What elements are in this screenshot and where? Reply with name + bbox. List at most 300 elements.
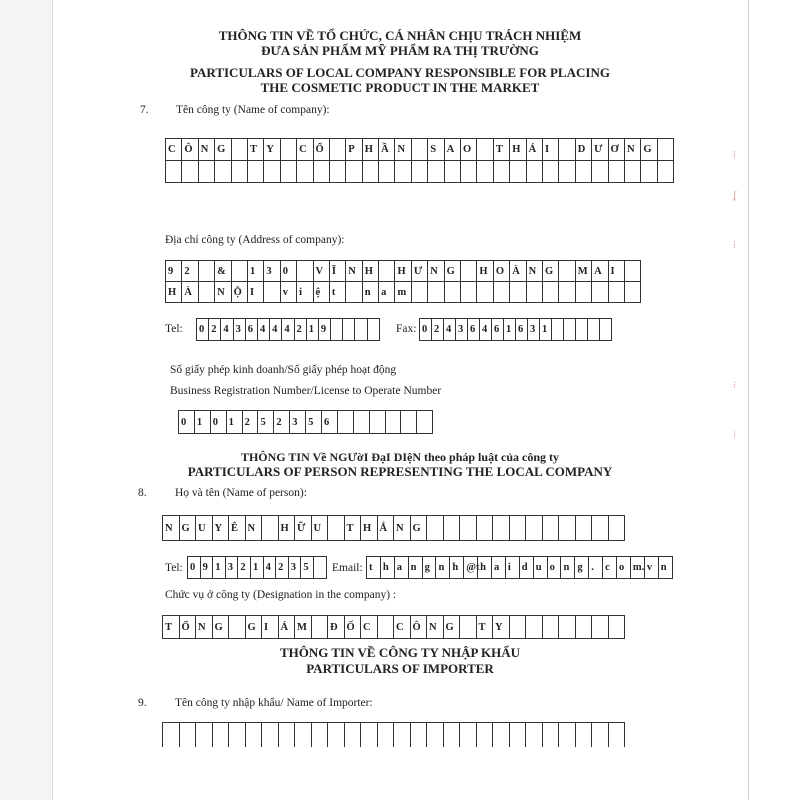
char-box[interactable] [559, 616, 576, 639]
char-box[interactable]: Ô [411, 616, 428, 639]
char-box[interactable]: Ĩ [330, 261, 346, 282]
char-box[interactable]: 2 [276, 557, 289, 579]
char-box[interactable]: 1 [307, 319, 319, 341]
char-box[interactable] [248, 161, 264, 183]
char-box[interactable]: . [589, 557, 603, 579]
char-box[interactable] [526, 616, 543, 639]
char-box[interactable]: G [213, 616, 230, 639]
char-box[interactable] [229, 616, 246, 639]
char-box[interactable]: 1 [504, 319, 516, 341]
char-box[interactable]: 3 [226, 557, 239, 579]
char-box[interactable] [526, 516, 543, 541]
char-box[interactable]: N [428, 261, 444, 282]
char-box[interactable] [378, 723, 395, 747]
char-box[interactable]: 6 [246, 319, 258, 341]
char-box[interactable] [526, 723, 543, 747]
char-box[interactable]: u [534, 557, 548, 579]
char-box[interactable]: i [506, 557, 520, 579]
char-box[interactable]: Á [527, 139, 543, 161]
char-box[interactable]: N [246, 516, 263, 541]
char-box[interactable] [658, 139, 674, 161]
char-box[interactable]: 3 [289, 557, 302, 579]
char-box[interactable]: N [394, 516, 411, 541]
char-box[interactable] [444, 723, 461, 747]
char-box[interactable]: 3 [290, 411, 306, 434]
char-box[interactable]: 4 [264, 557, 277, 579]
char-box[interactable]: Á [279, 616, 296, 639]
char-box[interactable] [314, 557, 327, 579]
char-box[interactable] [346, 282, 362, 303]
char-box[interactable]: 4 [480, 319, 492, 341]
char-box[interactable]: 4 [444, 319, 456, 341]
char-box[interactable] [543, 282, 559, 303]
char-box[interactable] [213, 723, 230, 747]
char-box[interactable] [394, 723, 411, 747]
char-box[interactable]: g [423, 557, 437, 579]
char-box[interactable] [477, 161, 493, 183]
char-box[interactable]: S [428, 139, 444, 161]
char-box[interactable]: Ổ [180, 616, 197, 639]
char-box[interactable]: 0 [188, 557, 201, 579]
char-box[interactable] [527, 282, 543, 303]
char-box[interactable]: Ố [345, 616, 362, 639]
char-box[interactable]: 3 [456, 319, 468, 341]
char-box[interactable] [445, 161, 461, 183]
char-box[interactable] [180, 723, 197, 747]
char-box[interactable] [510, 282, 526, 303]
char-box[interactable]: 2 [243, 411, 259, 434]
char-box[interactable]: H [279, 516, 296, 541]
char-box[interactable] [215, 161, 231, 183]
char-box[interactable] [609, 282, 625, 303]
char-box[interactable]: 3 [264, 261, 280, 282]
char-box[interactable] [576, 282, 592, 303]
char-box[interactable]: G [215, 139, 231, 161]
char-box[interactable]: 4 [221, 319, 233, 341]
char-box[interactable] [354, 411, 370, 434]
char-box[interactable] [297, 161, 313, 183]
char-box[interactable] [609, 516, 626, 541]
char-box[interactable] [460, 516, 477, 541]
char-box[interactable] [658, 161, 674, 183]
char-box[interactable] [312, 616, 329, 639]
char-box[interactable]: h [450, 557, 464, 579]
grid-row [367, 557, 673, 579]
char-box[interactable]: & [215, 261, 231, 282]
char-box[interactable] [361, 723, 378, 747]
char-box[interactable]: Ữ [295, 516, 312, 541]
char-box[interactable] [182, 161, 198, 183]
char-box[interactable]: 2 [209, 319, 221, 341]
char-box[interactable]: v [281, 282, 297, 303]
char-box[interactable]: 6 [322, 411, 338, 434]
char-box[interactable]: @t [464, 557, 478, 579]
char-box[interactable]: T [163, 616, 180, 639]
char-box[interactable]: T [494, 139, 510, 161]
char-box[interactable]: H [477, 261, 493, 282]
char-box[interactable]: Ư [412, 261, 428, 282]
char-box[interactable] [543, 516, 560, 541]
char-box[interactable] [609, 616, 626, 639]
char-box[interactable] [328, 516, 345, 541]
char-box[interactable] [229, 723, 246, 747]
char-box[interactable] [625, 261, 641, 282]
company-tel-field[interactable] [196, 318, 380, 341]
char-box[interactable] [297, 261, 313, 282]
char-box[interactable]: P [346, 139, 362, 161]
char-box[interactable]: G [543, 261, 559, 282]
char-box[interactable]: H [363, 139, 379, 161]
char-box[interactable]: v [645, 557, 659, 579]
char-box[interactable] [295, 723, 312, 747]
char-box[interactable]: 6 [468, 319, 480, 341]
char-box[interactable] [460, 616, 477, 639]
char-box[interactable]: Ư [592, 139, 608, 161]
char-box[interactable] [609, 161, 625, 183]
char-box[interactable] [641, 161, 657, 183]
company-name-field[interactable] [165, 138, 674, 183]
char-box[interactable] [477, 723, 494, 747]
char-box[interactable]: Y [264, 139, 280, 161]
char-box[interactable] [543, 723, 560, 747]
char-box[interactable] [559, 139, 575, 161]
char-box[interactable] [163, 723, 180, 747]
grid-row [166, 139, 674, 161]
char-box[interactable]: n [436, 557, 450, 579]
char-box[interactable]: t [367, 557, 381, 579]
char-box[interactable]: 0 [197, 319, 209, 341]
char-box[interactable]: 9 [201, 557, 214, 579]
char-box[interactable] [338, 411, 354, 434]
char-box[interactable]: O [461, 139, 477, 161]
char-box[interactable]: 1 [248, 261, 264, 282]
char-box[interactable] [576, 516, 593, 541]
char-box[interactable] [592, 723, 609, 747]
char-box[interactable]: 5 [301, 557, 314, 579]
char-box[interactable] [576, 161, 592, 183]
char-box[interactable] [328, 723, 345, 747]
char-box[interactable] [370, 411, 386, 434]
char-box[interactable] [559, 161, 575, 183]
char-box[interactable] [559, 516, 576, 541]
char-box[interactable]: N [395, 139, 411, 161]
char-box[interactable] [592, 282, 608, 303]
char-box[interactable]: Ơ [609, 139, 625, 161]
char-box[interactable] [417, 411, 433, 434]
char-box[interactable] [199, 161, 215, 183]
char-box[interactable]: 5 [306, 411, 322, 434]
char-box[interactable] [494, 282, 510, 303]
char-box[interactable] [412, 139, 428, 161]
char-box[interactable] [588, 319, 600, 341]
char-box[interactable]: T [248, 139, 264, 161]
char-box[interactable]: H [363, 261, 379, 282]
char-box[interactable]: G [445, 261, 461, 282]
license-label-en: Business Registration Number/License to Operate Number [170, 385, 442, 397]
char-box[interactable]: 0 [179, 411, 195, 434]
char-box[interactable]: Đ [328, 616, 345, 639]
char-box[interactable]: I [543, 139, 559, 161]
char-box[interactable] [331, 319, 343, 341]
char-box[interactable] [494, 161, 510, 183]
char-box[interactable] [576, 616, 593, 639]
char-box[interactable]: C [166, 139, 182, 161]
char-box[interactable] [559, 282, 575, 303]
char-box[interactable]: 4 [258, 319, 270, 341]
char-box[interactable] [232, 261, 248, 282]
importer-name-field[interactable] [162, 722, 625, 747]
char-box[interactable]: t [330, 282, 346, 303]
char-box[interactable] [477, 282, 493, 303]
char-box[interactable]: 2 [295, 319, 307, 341]
char-box[interactable]: N [427, 616, 444, 639]
char-box[interactable]: Ầ [379, 139, 395, 161]
char-box[interactable]: V [314, 261, 330, 282]
char-box[interactable]: H [361, 516, 378, 541]
char-box[interactable]: H [166, 282, 182, 303]
char-box[interactable]: H [395, 261, 411, 282]
char-box[interactable] [576, 723, 593, 747]
char-box[interactable] [330, 139, 346, 161]
char-box[interactable]: 1 [227, 411, 243, 434]
char-box[interactable] [510, 723, 527, 747]
char-box[interactable]: À [182, 282, 198, 303]
char-box[interactable] [355, 319, 367, 341]
char-box[interactable]: 2 [182, 261, 198, 282]
char-box[interactable]: 2 [432, 319, 444, 341]
char-box[interactable]: 0 [211, 411, 227, 434]
char-box[interactable]: G [180, 516, 197, 541]
char-box[interactable]: Y [493, 616, 510, 639]
char-box[interactable] [232, 139, 248, 161]
char-box[interactable] [264, 282, 280, 303]
char-box[interactable] [412, 282, 428, 303]
char-box[interactable] [559, 261, 575, 282]
char-box[interactable]: G [444, 616, 461, 639]
char-box[interactable] [510, 516, 527, 541]
char-box[interactable] [379, 161, 395, 183]
char-box[interactable] [262, 723, 279, 747]
char-box[interactable]: D [576, 139, 592, 161]
char-box[interactable]: T [477, 616, 494, 639]
char-box[interactable]: G [411, 516, 428, 541]
char-box[interactable]: d [520, 557, 534, 579]
char-box[interactable] [411, 723, 428, 747]
char-box[interactable] [378, 616, 395, 639]
char-box[interactable] [477, 139, 493, 161]
char-box[interactable]: n [409, 557, 423, 579]
char-box[interactable]: A [445, 139, 461, 161]
char-box[interactable]: À [510, 261, 526, 282]
char-box[interactable] [625, 161, 641, 183]
char-box[interactable] [600, 319, 612, 341]
char-box[interactable]: G [246, 616, 263, 639]
char-box[interactable]: 1 [213, 557, 226, 579]
char-box[interactable] [428, 282, 444, 303]
char-box[interactable] [412, 161, 428, 183]
char-box[interactable] [510, 616, 527, 639]
company-fax-field[interactable] [419, 318, 612, 341]
char-box[interactable]: 0 [420, 319, 432, 341]
char-box[interactable]: O [494, 261, 510, 282]
char-box[interactable]: ệ [314, 282, 330, 303]
char-box[interactable] [592, 161, 608, 183]
char-box[interactable]: g [575, 557, 589, 579]
char-box[interactable]: M [576, 261, 592, 282]
char-box[interactable]: 3 [528, 319, 540, 341]
char-box[interactable]: 9 [319, 319, 331, 341]
char-box[interactable]: C [297, 139, 313, 161]
char-box[interactable]: 1 [251, 557, 264, 579]
char-box[interactable]: 9 [166, 261, 182, 282]
char-box[interactable] [527, 161, 543, 183]
char-box[interactable] [444, 516, 461, 541]
char-box[interactable]: C [394, 616, 411, 639]
char-box[interactable]: a [492, 557, 506, 579]
char-box[interactable]: Y [213, 516, 230, 541]
char-box[interactable] [232, 161, 248, 183]
char-box[interactable] [592, 616, 609, 639]
char-box[interactable] [510, 161, 526, 183]
char-box[interactable]: T [345, 516, 362, 541]
char-box[interactable] [576, 319, 588, 341]
char-box[interactable]: o [617, 557, 631, 579]
char-box[interactable]: 4 [270, 319, 282, 341]
char-box[interactable]: 2 [238, 557, 251, 579]
char-box[interactable] [543, 161, 559, 183]
char-box[interactable] [330, 161, 346, 183]
char-box[interactable] [363, 161, 379, 183]
company-address-field[interactable] [165, 260, 641, 303]
designation-field[interactable] [162, 615, 625, 639]
char-box[interactable] [264, 161, 280, 183]
char-box[interactable] [625, 282, 641, 303]
char-box[interactable] [427, 723, 444, 747]
char-box[interactable]: 1 [195, 411, 211, 434]
char-box[interactable] [428, 161, 444, 183]
char-box[interactable]: a [379, 282, 395, 303]
char-box[interactable] [477, 516, 494, 541]
char-box[interactable]: N [196, 616, 213, 639]
char-box[interactable] [246, 723, 263, 747]
char-box[interactable]: N [199, 139, 215, 161]
char-box[interactable]: 2 [274, 411, 290, 434]
char-box[interactable]: G [641, 139, 657, 161]
char-box[interactable]: Ê [229, 516, 246, 541]
char-box[interactable]: 6 [492, 319, 504, 341]
char-box[interactable] [281, 161, 297, 183]
char-box[interactable]: A [592, 261, 608, 282]
license-number-field[interactable] [178, 410, 433, 434]
char-box[interactable] [199, 261, 215, 282]
char-box[interactable] [346, 161, 362, 183]
char-box[interactable]: a [395, 557, 409, 579]
char-box[interactable] [379, 261, 395, 282]
char-box[interactable]: n [363, 282, 379, 303]
char-box[interactable]: N [346, 261, 362, 282]
char-box[interactable]: H [510, 139, 526, 161]
char-box[interactable]: i [297, 282, 313, 303]
char-box[interactable]: m. [631, 557, 645, 579]
char-box[interactable] [609, 723, 626, 747]
char-box[interactable]: 0 [281, 261, 297, 282]
char-box[interactable] [461, 161, 477, 183]
char-box[interactable] [461, 282, 477, 303]
char-box[interactable] [460, 723, 477, 747]
char-box[interactable]: 6 [516, 319, 528, 341]
char-box[interactable]: 5 [258, 411, 274, 434]
char-box[interactable] [559, 723, 576, 747]
char-box[interactable]: 4 [282, 319, 294, 341]
char-box[interactable] [543, 616, 560, 639]
char-box[interactable]: U [312, 516, 329, 541]
char-box[interactable]: I [262, 616, 279, 639]
char-box[interactable] [493, 516, 510, 541]
char-box[interactable] [552, 319, 564, 341]
char-box[interactable]: m [395, 282, 411, 303]
char-box[interactable] [368, 319, 380, 341]
char-box[interactable] [564, 319, 576, 341]
char-box[interactable]: n [561, 557, 575, 579]
section-8-heading-en: PARTICULARS OF PERSON REPRESENTING THE LOCAL COMPANY [187, 464, 613, 479]
char-box[interactable] [312, 723, 329, 747]
char-box[interactable] [427, 516, 444, 541]
person-email-field[interactable] [366, 556, 673, 579]
char-box[interactable] [314, 161, 330, 183]
char-box[interactable] [343, 319, 355, 341]
char-box[interactable] [281, 139, 297, 161]
char-box[interactable]: h [381, 557, 395, 579]
char-box[interactable] [166, 161, 182, 183]
char-box[interactable] [461, 261, 477, 282]
char-box[interactable]: I [248, 282, 264, 303]
char-box[interactable]: N [163, 516, 180, 541]
person-name-field[interactable] [162, 515, 625, 541]
grid-row [166, 161, 674, 183]
char-box[interactable]: Ắ [378, 516, 395, 541]
char-box[interactable]: M [295, 616, 312, 639]
char-box[interactable] [345, 723, 362, 747]
char-box[interactable]: Ổ [314, 139, 330, 161]
char-box[interactable]: N [625, 139, 641, 161]
char-box[interactable]: C [361, 616, 378, 639]
char-box[interactable] [196, 723, 213, 747]
char-box[interactable]: c [603, 557, 617, 579]
char-box[interactable]: Ộ [232, 282, 248, 303]
char-box[interactable] [493, 723, 510, 747]
char-box[interactable] [279, 723, 296, 747]
char-box[interactable]: 1 [540, 319, 552, 341]
company-name-label: Tên công ty (Name of company): [176, 104, 330, 116]
char-box[interactable]: U [196, 516, 213, 541]
char-box[interactable]: n [659, 557, 673, 579]
char-box[interactable] [395, 161, 411, 183]
char-box[interactable] [386, 411, 402, 434]
char-box[interactable]: I [609, 261, 625, 282]
char-box[interactable] [401, 411, 417, 434]
char-box[interactable]: h [478, 557, 492, 579]
char-box[interactable] [445, 282, 461, 303]
char-box[interactable]: N [215, 282, 231, 303]
char-box[interactable] [199, 282, 215, 303]
char-box[interactable] [262, 516, 279, 541]
char-box[interactable]: 3 [234, 319, 246, 341]
char-box[interactable] [592, 516, 609, 541]
person-tel-field[interactable] [187, 556, 327, 579]
char-box[interactable]: o [548, 557, 562, 579]
char-box[interactable]: N [527, 261, 543, 282]
char-box[interactable]: Ô [182, 139, 198, 161]
